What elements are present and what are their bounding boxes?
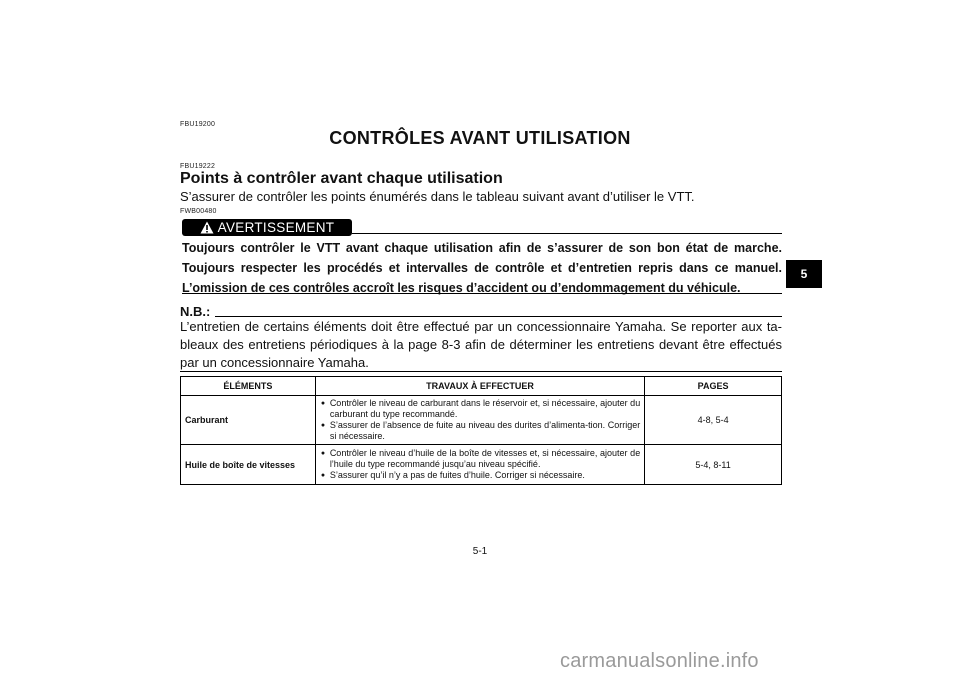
task-item: ● S’assurer de l’absence de fuite au niveau des durites d’alimenta-tion. Corriger si nécessaire.	[320, 420, 640, 442]
warning-label: AVERTISSEMENT	[217, 220, 335, 235]
page-number: 5-1	[472, 546, 488, 557]
chapter-code: FBU19200	[180, 121, 216, 128]
maintenance-table	[180, 376, 782, 485]
table-row	[181, 445, 782, 485]
row-element: Huile de boîte de vitesses	[181, 445, 316, 485]
task-item: ● S’assurer qu’il n’y a pas de fuites d’huile. Corriger si nécessaire.	[320, 470, 640, 481]
warning-text: Toujours contrôler le VTT avant chaque utilisation afin de s’assurer de son bon état de marche. Toujours respecter les procédés et intervalles de contrôle et d’entretien repris dans ce manuel. L’omission de ces contrôles accroît les risques d’accident ou d’endommagement du véhicule.	[182, 241, 782, 295]
watermark: carmanualsonline.info	[560, 650, 759, 672]
section-code: FBU19222	[180, 163, 216, 170]
row-pages: 4-8, 5-4	[645, 396, 782, 445]
warning-code: FWB00480	[180, 208, 217, 215]
table-header-row	[181, 377, 782, 396]
intro-text: S’assurer de contrôler les points énumérés dans le tableau suivant avant d’utiliser le VTT.	[180, 189, 695, 204]
note-rule	[215, 316, 782, 317]
header-elements: ÉLÉMENTS	[181, 377, 316, 396]
row-element: Carburant	[181, 396, 316, 445]
task-item: ● Contrôler le niveau de carburant dans le réservoir et, si nécessaire, ajouter du carburant du type recommandé.	[320, 398, 640, 420]
warning-rule-top	[352, 233, 782, 234]
header-tasks: TRAVAUX À EFFECTUER	[315, 377, 644, 396]
section-title: Points à contrôler avant chaque utilisation	[180, 170, 503, 187]
table-row	[181, 396, 782, 445]
header-pages: PAGES	[645, 377, 782, 396]
chapter-tab: 5	[786, 260, 822, 288]
note-text: L’entretien de certains éléments doit être effectué par un concessionnaire Yamaha. Se reporter aux ta-bleaux des entretiens périodiques à la page 8-3 afin de déterminer les entretiens devant être effectués par un concessionnaire Yamaha.	[180, 319, 782, 370]
warning-triangle-icon	[200, 221, 214, 234]
row-pages: 5-4, 8-11	[645, 445, 782, 485]
note-title: N.B.:	[180, 304, 211, 319]
warning-rule-bottom	[182, 293, 782, 294]
warning-badge	[182, 219, 352, 236]
note-rule-bottom	[180, 371, 782, 372]
row-tasks	[315, 445, 644, 485]
row-tasks	[315, 396, 644, 445]
task-item: ● Contrôler le niveau d’huile de la boîte de vitesses et, si nécessaire, ajouter de l’huile du type recommandé jusqu’au niveau spécifié.	[320, 448, 640, 470]
chapter-title: CONTRÔLES AVANT UTILISATION	[329, 128, 631, 148]
